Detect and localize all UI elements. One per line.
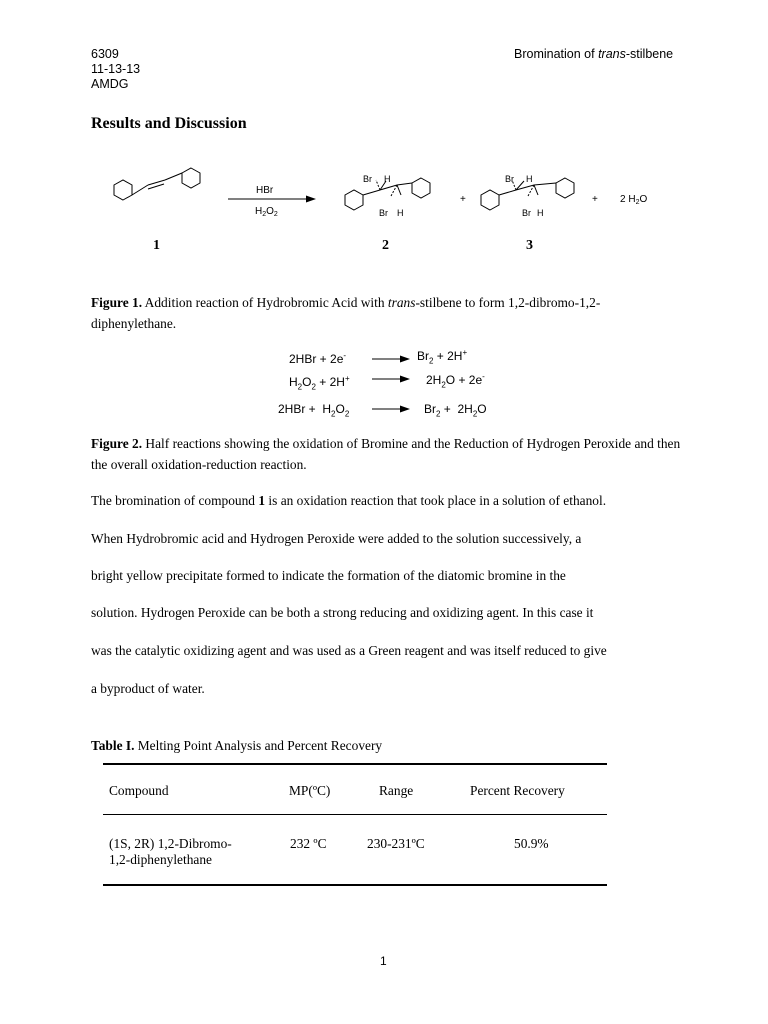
compound-label-2: 2 — [382, 238, 389, 253]
doc-id: 6309 — [91, 47, 119, 61]
page-number: 1 — [380, 954, 387, 968]
table-cell-compound-line2: 1,2-diphenylethane — [109, 852, 212, 867]
header-block — [91, 47, 140, 92]
phenyl-ring-p3-right — [556, 178, 574, 198]
phenyl-ring-p2-right — [412, 178, 430, 198]
table-header-rule — [103, 814, 607, 815]
overall-reaction-rhs: $Br_2 + 2H_2O$ — [424, 402, 487, 419]
p3-h-bottom: H — [537, 208, 544, 218]
p2-br-top: Br — [363, 174, 372, 184]
table-cell-recovery: 50.9% — [514, 836, 549, 851]
phenyl-ring-p3-left — [481, 190, 499, 210]
phenyl-ring-p2-left — [345, 190, 363, 210]
water-product: 2 $H_2O$ — [620, 194, 648, 206]
reaction-arrowhead — [306, 196, 316, 203]
plus-sign-2: + — [592, 194, 598, 205]
table-header-recovery: Percent Recovery — [470, 783, 565, 798]
compound-label-1: 1 — [153, 238, 160, 253]
table-caption: Table I. Melting Point Analysis and Percent Recovery — [91, 738, 383, 753]
half-reaction-2-rhs: $2H_2O + 2e^-$ — [426, 372, 485, 390]
author-initials: AMDG — [91, 77, 129, 91]
paragraph-line-2: When Hydrobromic acid and Hydrogen Peroxide were added to the solution successively, a — [91, 531, 582, 546]
p3-br-bottom: Br — [522, 208, 531, 218]
half-reaction-arrows — [370, 350, 415, 416]
table-top-rule — [103, 763, 607, 765]
phenyl-ring-left — [114, 180, 132, 200]
table-bottom-rule — [103, 884, 607, 886]
figure-1-caption: Figure 1. Addition reaction of Hydrobromic Acid with trans-stilbene to form 1,2-dibromo-1,2-diphenylethane. — [91, 295, 601, 331]
overall-reaction-lhs: $2HBr + H_2O_2$ — [278, 402, 350, 419]
phenyl-ring-right — [182, 168, 200, 188]
header-title: Bromination of trans-stilbene — [514, 47, 674, 61]
paragraph-line-5: was the catalytic oxidizing agent and was used as a Green reagent and was itself reduced to give — [91, 643, 607, 658]
paragraph-line-6: a byproduct of water. — [91, 681, 205, 696]
reagent-hbr: HBr — [256, 185, 274, 196]
trans-stilbene-structure — [114, 168, 200, 200]
plus-sign-1: + — [460, 194, 466, 205]
table-cell-mp: 232 ºC — [290, 836, 327, 851]
p3-h-top: H — [526, 174, 533, 184]
figure-2-caption: Figure 2. Half reactions showing the oxidation of Bromine and the Reduction of Hydrogen Peroxide and then the overall oxidation-reduction reaction. — [91, 436, 681, 472]
half-reaction-1-rhs: $Br_2 + 2H^+$ — [417, 348, 468, 366]
p2-h-top: H — [384, 174, 391, 184]
p2-h-bottom: H — [397, 208, 404, 218]
paragraph-line-1: The bromination of compound 1 is an oxidation reaction that took place in a solution of ethanol. — [91, 493, 607, 508]
compound-label-3: 3 — [526, 238, 533, 253]
paragraph-line-4: solution. Hydrogen Peroxide can be both a strong reducing and oxidizing agent. In this case it — [91, 605, 594, 620]
half-reaction-1-lhs: 2HBr + 2e- — [289, 351, 347, 366]
table-header-compound: Compound — [109, 783, 169, 798]
p3-br-top: Br — [505, 174, 514, 184]
table-cell-range: 230-231ºC — [367, 836, 425, 851]
section-title: Results and Discussion — [91, 115, 247, 132]
reagent-h2o2: $H_2O_2$ — [255, 206, 278, 218]
doc-date: 11-13-13 — [91, 62, 141, 76]
p2-br-bottom: Br — [379, 208, 388, 218]
half-reaction-2-lhs: $H_2O_2 + 2H^+$ — [289, 374, 350, 392]
table-row — [109, 836, 232, 868]
reaction-scheme — [95, 152, 675, 262]
table-header-mp: MP(ºC) — [289, 783, 331, 798]
paragraph-line-3: bright yellow precipitate formed to indicate the formation of the diatomic bromine in the — [91, 568, 566, 583]
table-header-range: Range — [379, 783, 414, 798]
table-cell-compound-line1: (1S, 2R) 1,2-Dibromo- — [109, 836, 232, 851]
